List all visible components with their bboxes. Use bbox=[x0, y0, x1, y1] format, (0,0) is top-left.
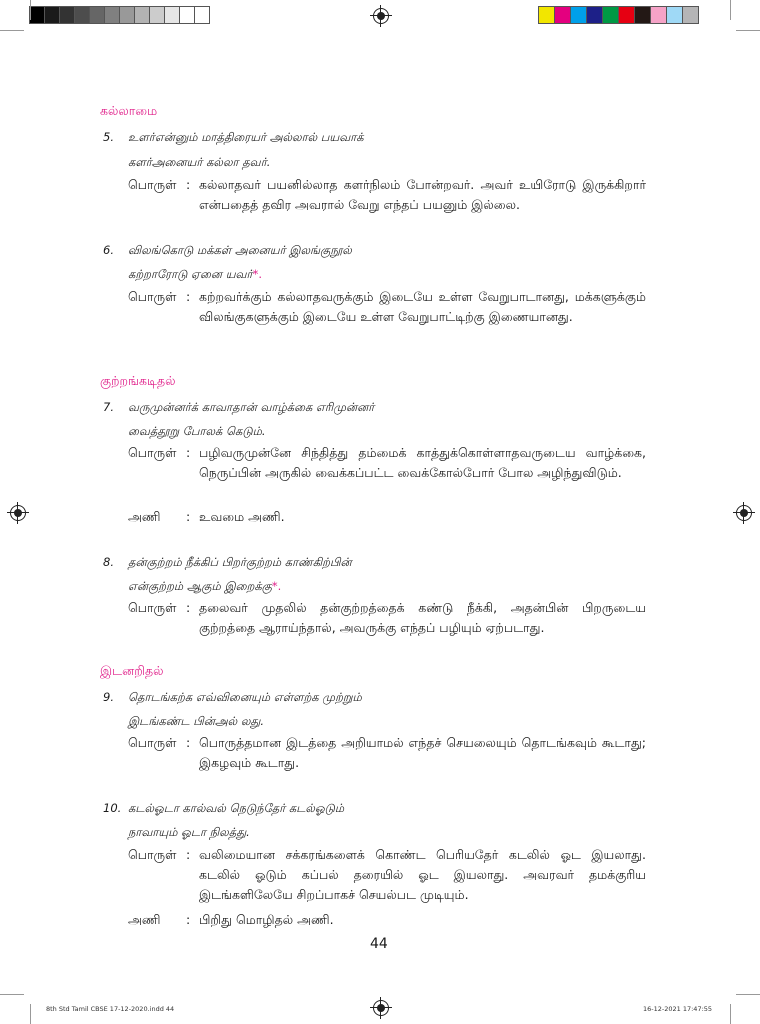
verse-text: என்குற்றம் ஆகும் இறைக்கு bbox=[128, 579, 272, 593]
gloss-label: பொருள் bbox=[128, 600, 177, 615]
gloss-text: வலிமையான சக்கரங்களைக் கொண்ட பெரியதேர் கடலில் ஓட இயலாது. கடலில் ஓடும் கப்பல் தரையில் ஓட இயலாது. அவரவர் தமக்குரிய இடங்களிலேயே சிறப்பாகச் செயல்பட முடியும். bbox=[199, 847, 646, 902]
verse-9-line1 bbox=[103, 690, 362, 706]
crop-mark bbox=[736, 994, 760, 995]
gloss-text: பிறிது மொழிதல் அணி. bbox=[199, 912, 334, 927]
print-slug-filename: 8th Std Tamil CBSE 17-12-2020.indd 44 bbox=[46, 1005, 175, 1013]
verse-text: நாவாயும் ஓடா நிலத்து. bbox=[128, 825, 250, 839]
color-swatch bbox=[634, 6, 651, 24]
registration-mark-top bbox=[373, 8, 389, 24]
gloss-colon: : bbox=[186, 847, 191, 862]
color-swatch bbox=[89, 6, 105, 24]
color-swatch bbox=[74, 6, 90, 24]
color-swatch bbox=[618, 6, 635, 24]
gloss-label: பொருள் bbox=[128, 289, 177, 304]
color-swatch bbox=[602, 6, 619, 24]
verse-7-line1 bbox=[103, 400, 374, 416]
verse-text: தொடங்கற்க எவ்வினையும் எள்ளற்க முற்றும் bbox=[128, 690, 362, 704]
verse-number: 7. bbox=[103, 400, 114, 414]
verse-number: 5. bbox=[103, 130, 114, 144]
verse-9-meaning bbox=[128, 733, 646, 773]
gloss-colon: : bbox=[186, 912, 191, 927]
color-swatch bbox=[538, 6, 555, 24]
page-number: 44 bbox=[370, 936, 388, 952]
crop-mark bbox=[0, 994, 24, 995]
gloss-colon: : bbox=[186, 289, 191, 304]
color-swatch bbox=[179, 6, 195, 24]
color-swatch bbox=[650, 6, 667, 24]
gloss-text: தலைவர் முதலில் தன்குற்றத்தைக் கண்டு நீக்கி, அதன்பின் பிறருடைய குற்றத்தை ஆராய்ந்தால், அவருக்கு எந்தப் பழியும் ஏற்படாது. bbox=[199, 600, 646, 635]
section-title-kutrangadithal: குற்றங்கடிதல் bbox=[100, 373, 176, 388]
verse-text: கடல்ஓடா கால்வல் நெடுந்தேர் கடல்ஓடும் bbox=[128, 801, 345, 815]
gloss-label: பொருள் bbox=[128, 735, 177, 750]
color-swatch bbox=[149, 6, 165, 24]
color-swatch bbox=[59, 6, 75, 24]
verse-7-figure-of-speech bbox=[128, 507, 646, 527]
crop-mark bbox=[736, 30, 760, 31]
color-swatch bbox=[119, 6, 135, 24]
verse-7-line2 bbox=[128, 424, 266, 440]
gloss-text: பழிவருமுன்னே சிந்தித்து தம்மைக் காத்துக்கொள்ளாதவருடைய வாழ்க்கை, நெருப்பின் அருகில் வைக்கப்பட்ட வைக்கோல்போர் போல அழிந்துவிடும். bbox=[199, 445, 646, 480]
section-title-kallamai: கல்லாமை bbox=[100, 103, 158, 118]
color-swatch bbox=[666, 6, 683, 24]
gloss-colon: : bbox=[186, 735, 191, 750]
verse-5-line2 bbox=[128, 155, 270, 171]
color-swatch bbox=[164, 6, 180, 24]
gloss-label: பொருள் bbox=[128, 847, 177, 862]
gloss-label: அணி bbox=[128, 509, 161, 524]
color-swatch bbox=[554, 6, 571, 24]
verse-10-line2 bbox=[128, 825, 250, 841]
print-slug-timestamp: 16-12-2021 17:47:55 bbox=[643, 1005, 713, 1013]
color-swatch bbox=[104, 6, 120, 24]
gloss-colon: : bbox=[186, 509, 191, 524]
gloss-colon: : bbox=[186, 445, 191, 460]
gloss-label: அணி bbox=[128, 912, 161, 927]
color-swatch bbox=[29, 6, 45, 24]
verse-7-meaning bbox=[128, 443, 646, 483]
verse-text: விலங்கொடு மக்கள் அனையர் இலங்குநூல் bbox=[128, 243, 352, 257]
color-swatch bbox=[134, 6, 150, 24]
verse-number: 9. bbox=[103, 690, 114, 704]
verse-text: உளர்என்னும் மாத்திரையர் அல்லால் பயவாக் bbox=[128, 130, 364, 144]
gloss-text: கற்றவர்க்கும் கல்லாதவருக்கும் இடையே உள்ள வேறுபாடானது, மக்களுக்கும் விலங்குகளுக்கும் இடையே உள்ள வேறுபாட்டிற்கு இணையானது. bbox=[199, 289, 646, 324]
verse-text: வைத்தூறு போலக் கெடும். bbox=[128, 424, 266, 438]
gloss-text: பொருத்தமான இடத்தை அறியாமல் எந்தச் செயலையும் தொடங்கவும் கூடாது; இகழவும் கூடாது. bbox=[199, 735, 646, 770]
crop-mark bbox=[30, 0, 31, 20]
registration-mark-left bbox=[10, 505, 26, 521]
color-swatch bbox=[586, 6, 603, 24]
section-title-idanarithal: இடனறிதல் bbox=[100, 663, 164, 678]
gloss-label: பொருள் bbox=[128, 177, 177, 192]
verse-6-line2 bbox=[128, 267, 262, 283]
grayscale-color-bar bbox=[30, 6, 210, 24]
verse-5-meaning bbox=[128, 175, 646, 215]
verse-10-meaning bbox=[128, 845, 646, 905]
registration-mark-bottom bbox=[373, 1000, 389, 1016]
verse-9-line2 bbox=[128, 714, 264, 730]
crop-mark bbox=[30, 1004, 31, 1024]
cmyk-color-bar bbox=[539, 6, 699, 24]
gloss-label: பொருள் bbox=[128, 445, 177, 460]
verse-text: கற்றாரோடு ஏனை யவர் bbox=[128, 267, 253, 281]
verse-number: 10. bbox=[103, 801, 122, 815]
verse-text: இடங்கண்ட பின்அல் லது. bbox=[128, 714, 265, 728]
verse-number: 8. bbox=[103, 555, 114, 569]
verse-text: களர்அனையர் கல்லா தவர். bbox=[128, 155, 271, 169]
verse-10-line1 bbox=[103, 801, 344, 817]
crop-mark bbox=[730, 1004, 731, 1024]
gloss-colon: : bbox=[186, 600, 191, 615]
verse-text: தன்குற்றம் நீக்கிப் பிறர்குற்றம் காண்கிற்பின் bbox=[128, 555, 352, 569]
gloss-colon: : bbox=[186, 177, 191, 192]
verse-text: வருமுன்னர்க் காவாதான் வாழ்க்கை எரிமுன்னர் bbox=[128, 400, 375, 414]
verse-8-line2 bbox=[128, 579, 281, 595]
verse-number: 6. bbox=[103, 243, 114, 257]
color-swatch bbox=[44, 6, 60, 24]
color-swatch bbox=[682, 6, 699, 24]
verse-6-meaning bbox=[128, 287, 646, 327]
crop-mark bbox=[0, 30, 24, 31]
footnote-star: *. bbox=[252, 267, 262, 281]
registration-mark-right bbox=[736, 505, 752, 521]
color-swatch bbox=[570, 6, 587, 24]
crop-mark bbox=[730, 0, 731, 20]
color-swatch bbox=[194, 6, 210, 24]
verse-5-line1 bbox=[103, 130, 364, 146]
gloss-text: உவமை அணி. bbox=[199, 509, 285, 524]
footnote-star: *. bbox=[271, 579, 282, 593]
verse-8-meaning bbox=[128, 598, 646, 638]
verse-8-line1 bbox=[103, 555, 352, 571]
verse-10-figure-of-speech bbox=[128, 910, 646, 930]
verse-6-line1 bbox=[103, 243, 352, 259]
gloss-text: கல்லாதவர் பயனில்லாத களர்நிலம் போன்றவர். அவர் உயிரோடு இருக்கிறார் என்பதைத் தவிர அவரால் வேறு எந்தப் பயனும் இல்லை. bbox=[199, 177, 646, 212]
